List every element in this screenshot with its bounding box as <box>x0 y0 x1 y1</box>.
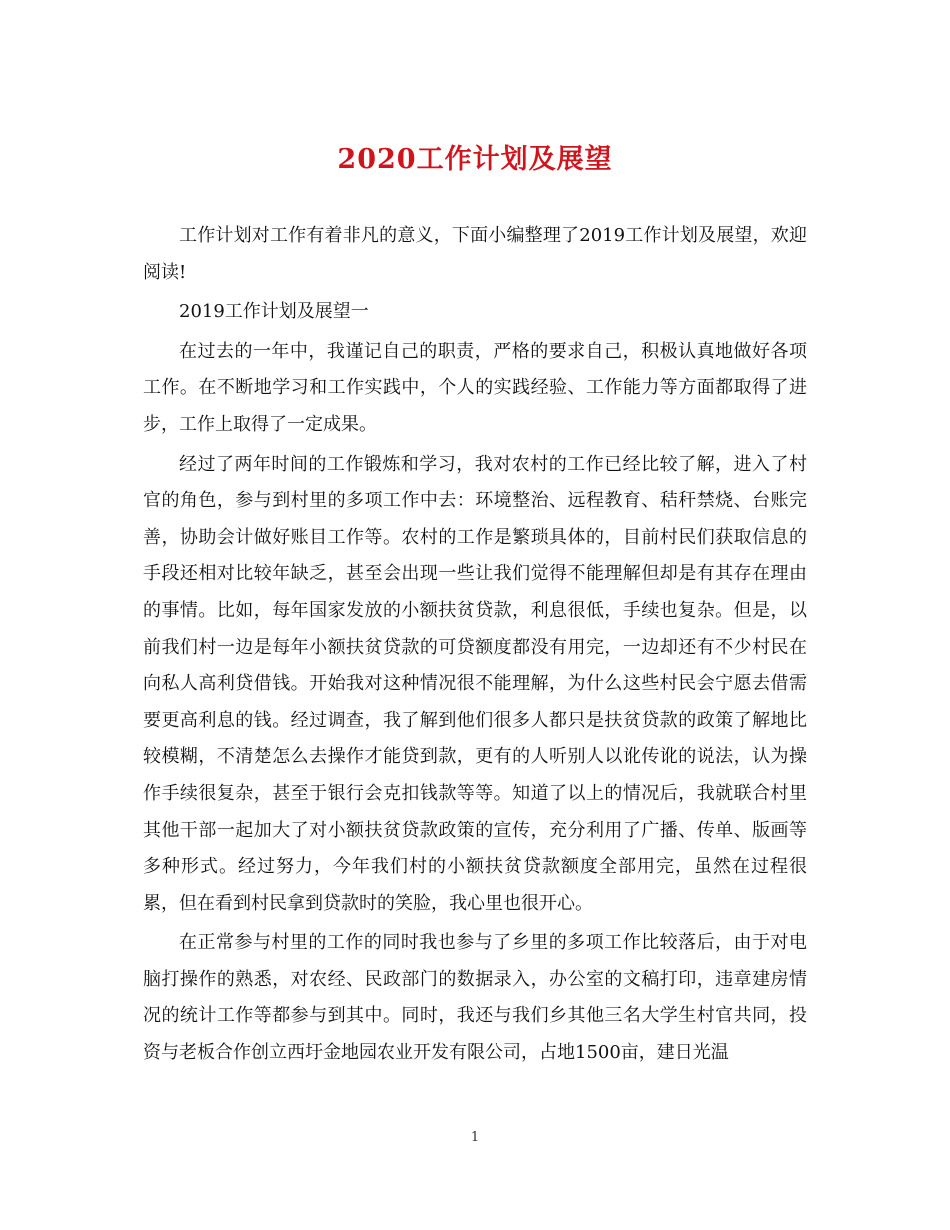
paragraph: 在正常参与村里的工作的同时我也参与了乡里的多项工作比较落后，由于对电脑打操作的熟悉，对农经、民政部门的数据录入，办公室的文稿打印，违章建房情况的统计工作等都参与到其中。同时，我还与我们乡其他三名大学生村官共同，投资与老板合作创立西圩金地园农业开发有限公司，占地1500亩，建日光温 <box>143 932 807 1064</box>
page-number: 1 <box>470 1130 480 1145</box>
section-heading: 2019工作计划及展望一 <box>179 301 369 323</box>
paragraph-intro: 工作计划对工作有着非凡的意义，下面小编整理了2019工作计划及展望，欢迎阅读! <box>143 225 807 283</box>
document-title: 2020工作计划及展望 <box>337 144 613 175</box>
paragraph: 经过了两年时间的工作锻炼和学习，我对农村的工作已经比较了解，进入了村官的角色，参与到村里的多项工作中去：环境整治、远程教育、秸秆禁烧、台账完善，协助会计做好账目工作等。农村的工作是繁琐具体的，目前村民们获取信息的手段还相对比较年缺乏，甚至会出现一些让我们觉得不能理解但却是有其存在理由的事情。比如，每年国家发放的小额扶贫贷款，利息很低，手续也复杂。但是，以前我们村一边是每年小额扶贫贷款的可贷额度都没有用完，一边却还有不少村民在向私人高利贷借钱。开始我对这种情况很不能理解，为什么这些村民会宁愿去借需要更高利息的钱。经过调查，我了解到他们很多人都只是扶贫贷款的政策了解地比较模糊，不清楚怎么去操作才能贷到款，更有的人听别人以讹传讹的说法，认为操作手续很复杂，甚至于银行会克扣钱款等等。知道了以上的情况后，我就联合村里其他干部一起加大了对小额扶贫贷款政策的宣传，充分利用了广播、传单、版画等多种形式。经过努力，今年我们村的小额扶贫贷款额度全部用完，虽然在过程很累，但在看到村民拿到贷款时的笑脸，我心里也很开心。 <box>143 453 807 914</box>
paragraph: 在过去的一年中，我谨记自己的职责，严格的要求自己，积极认真地做好各项工作。在不断地学习和工作实践中，个人的实践经验、工作能力等方面都取得了进步，工作上取得了一定成果。 <box>143 340 807 435</box>
document-body <box>143 218 807 1075</box>
